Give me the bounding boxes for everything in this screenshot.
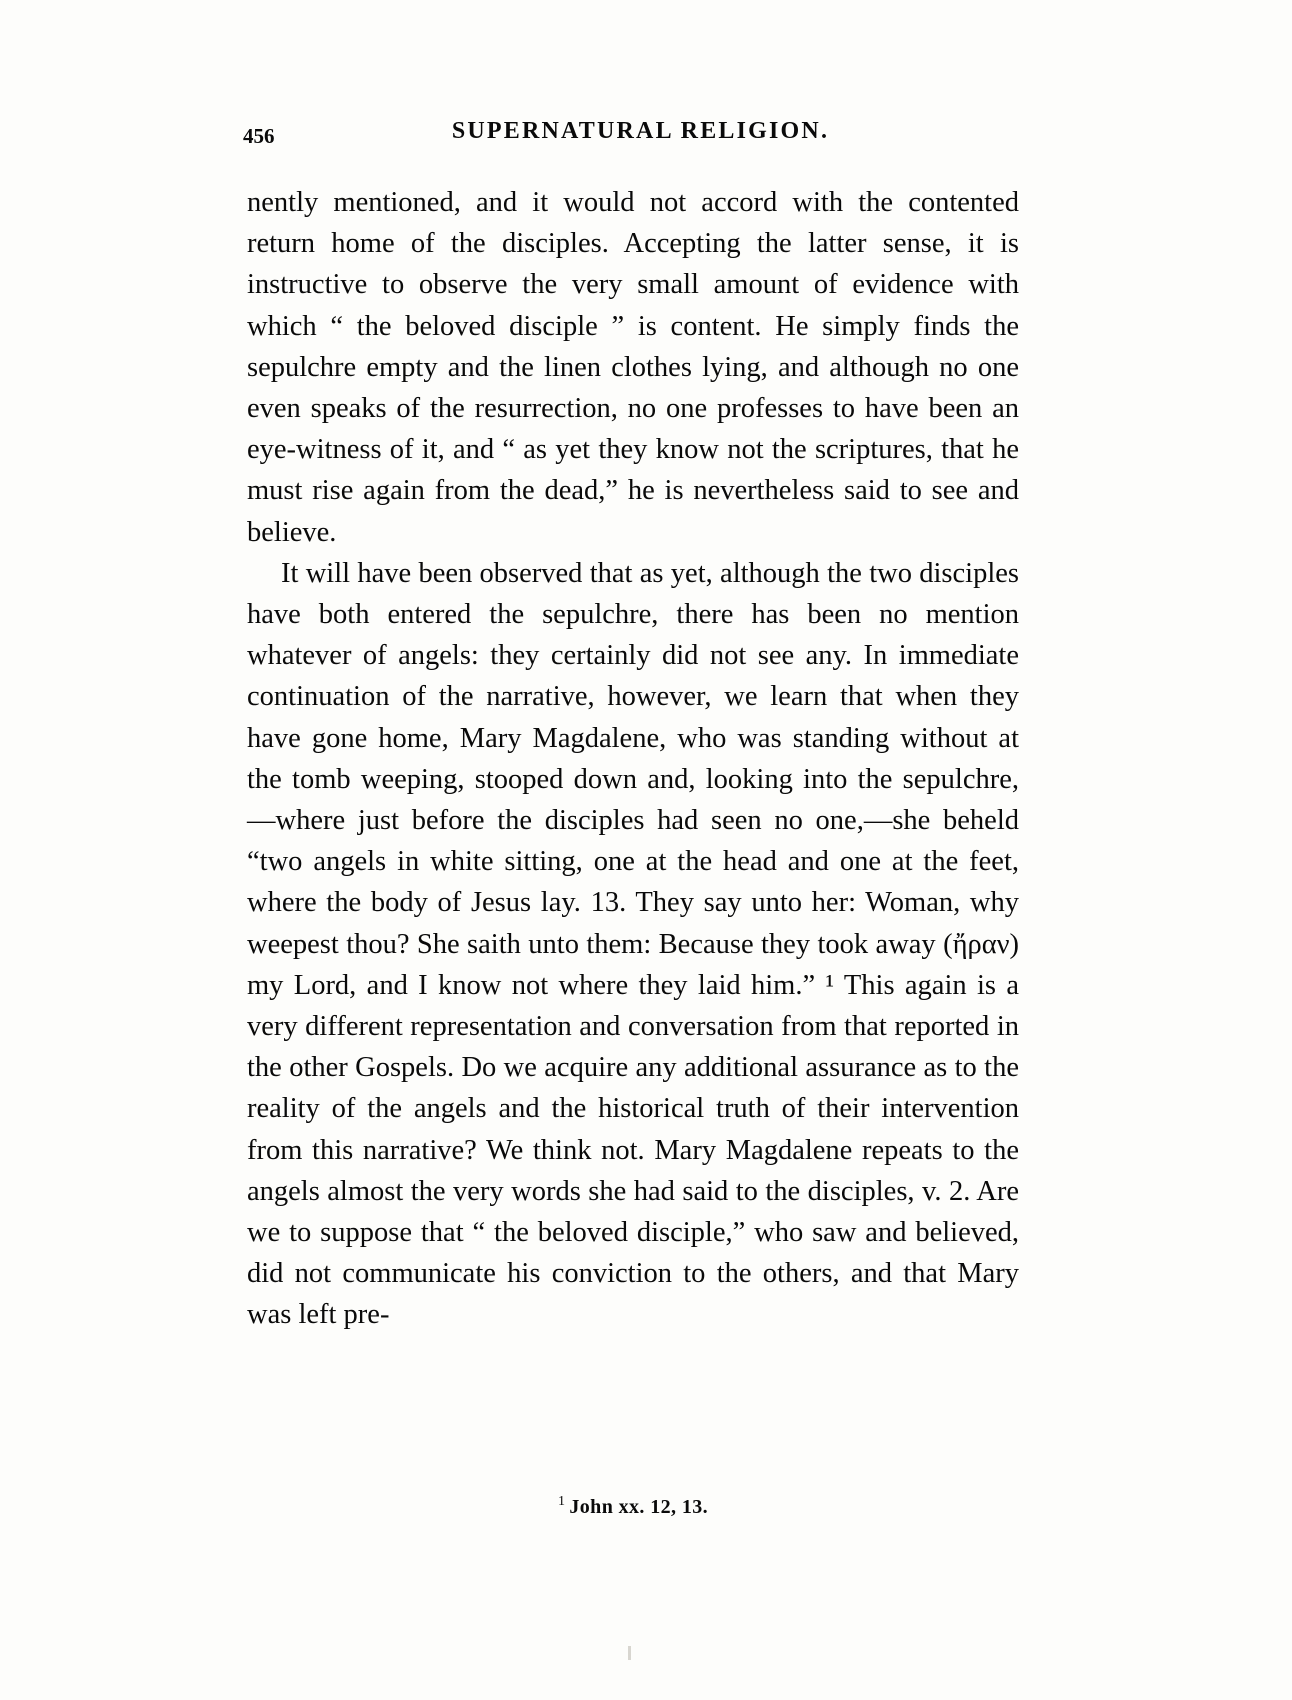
footnote-text: John xx. 12, 13. <box>569 1496 709 1518</box>
body-text <box>247 182 1019 1336</box>
paragraph: It will have been observed that as yet, although the two disciples have both entered the sepulchre, there has been no mention whatever of angels: they certainly did not see any. In immediate continuation of the narrative, however, we learn that when they have gone home, Mary Magdalene, who was standing without at the tomb weeping, stooped down and, looking into the sepulchre,—where just before the disciples had seen no one,—she beheld “two angels in white sitting, one at the head and one at the feet, where the body of Jesus lay. 13. They say unto her: Woman, why weepest thou? She saith unto them: Because they took away (ἤραν) my Lord, and I know not where they laid him.” ¹ This again is a very different representation and conversation from that reported in the other Gospels. Do we acquire any additional assurance as to the reality of the angels and the historical truth of their intervention from this narrative? We think not. Mary Magdalene repeats to the angels almost the very words she had said to the disciples, v. 2. Are we to suppose that “ the beloved disciple,” who saw and believed, did not communicate his conviction to the others, and that Mary was left pre- <box>247 557 1019 1331</box>
page-speck <box>628 1646 631 1660</box>
running-title: SUPERNATURAL RELIGION. <box>451 118 830 144</box>
footnote-marker: 1 <box>557 1494 566 1510</box>
paragraph: nently mentioned, and it would not accord with the contented return home of the disciples. Accepting the latter sense, it is instructive to observe the very small amount of evidence with which “ the beloved disciple ” is content. He simply finds the sepulchre empty and the linen clothes lying, and although no one even speaks of the resurrection, no one professes to have been an eye-witness of it, and “ as yet they know not the scriptures, that he must rise again from the dead,” he is nevertheless said to see and believe. <box>247 187 1019 548</box>
footnote <box>247 1496 1019 1519</box>
page-number: 456 <box>243 124 275 148</box>
page-header <box>243 118 1018 152</box>
